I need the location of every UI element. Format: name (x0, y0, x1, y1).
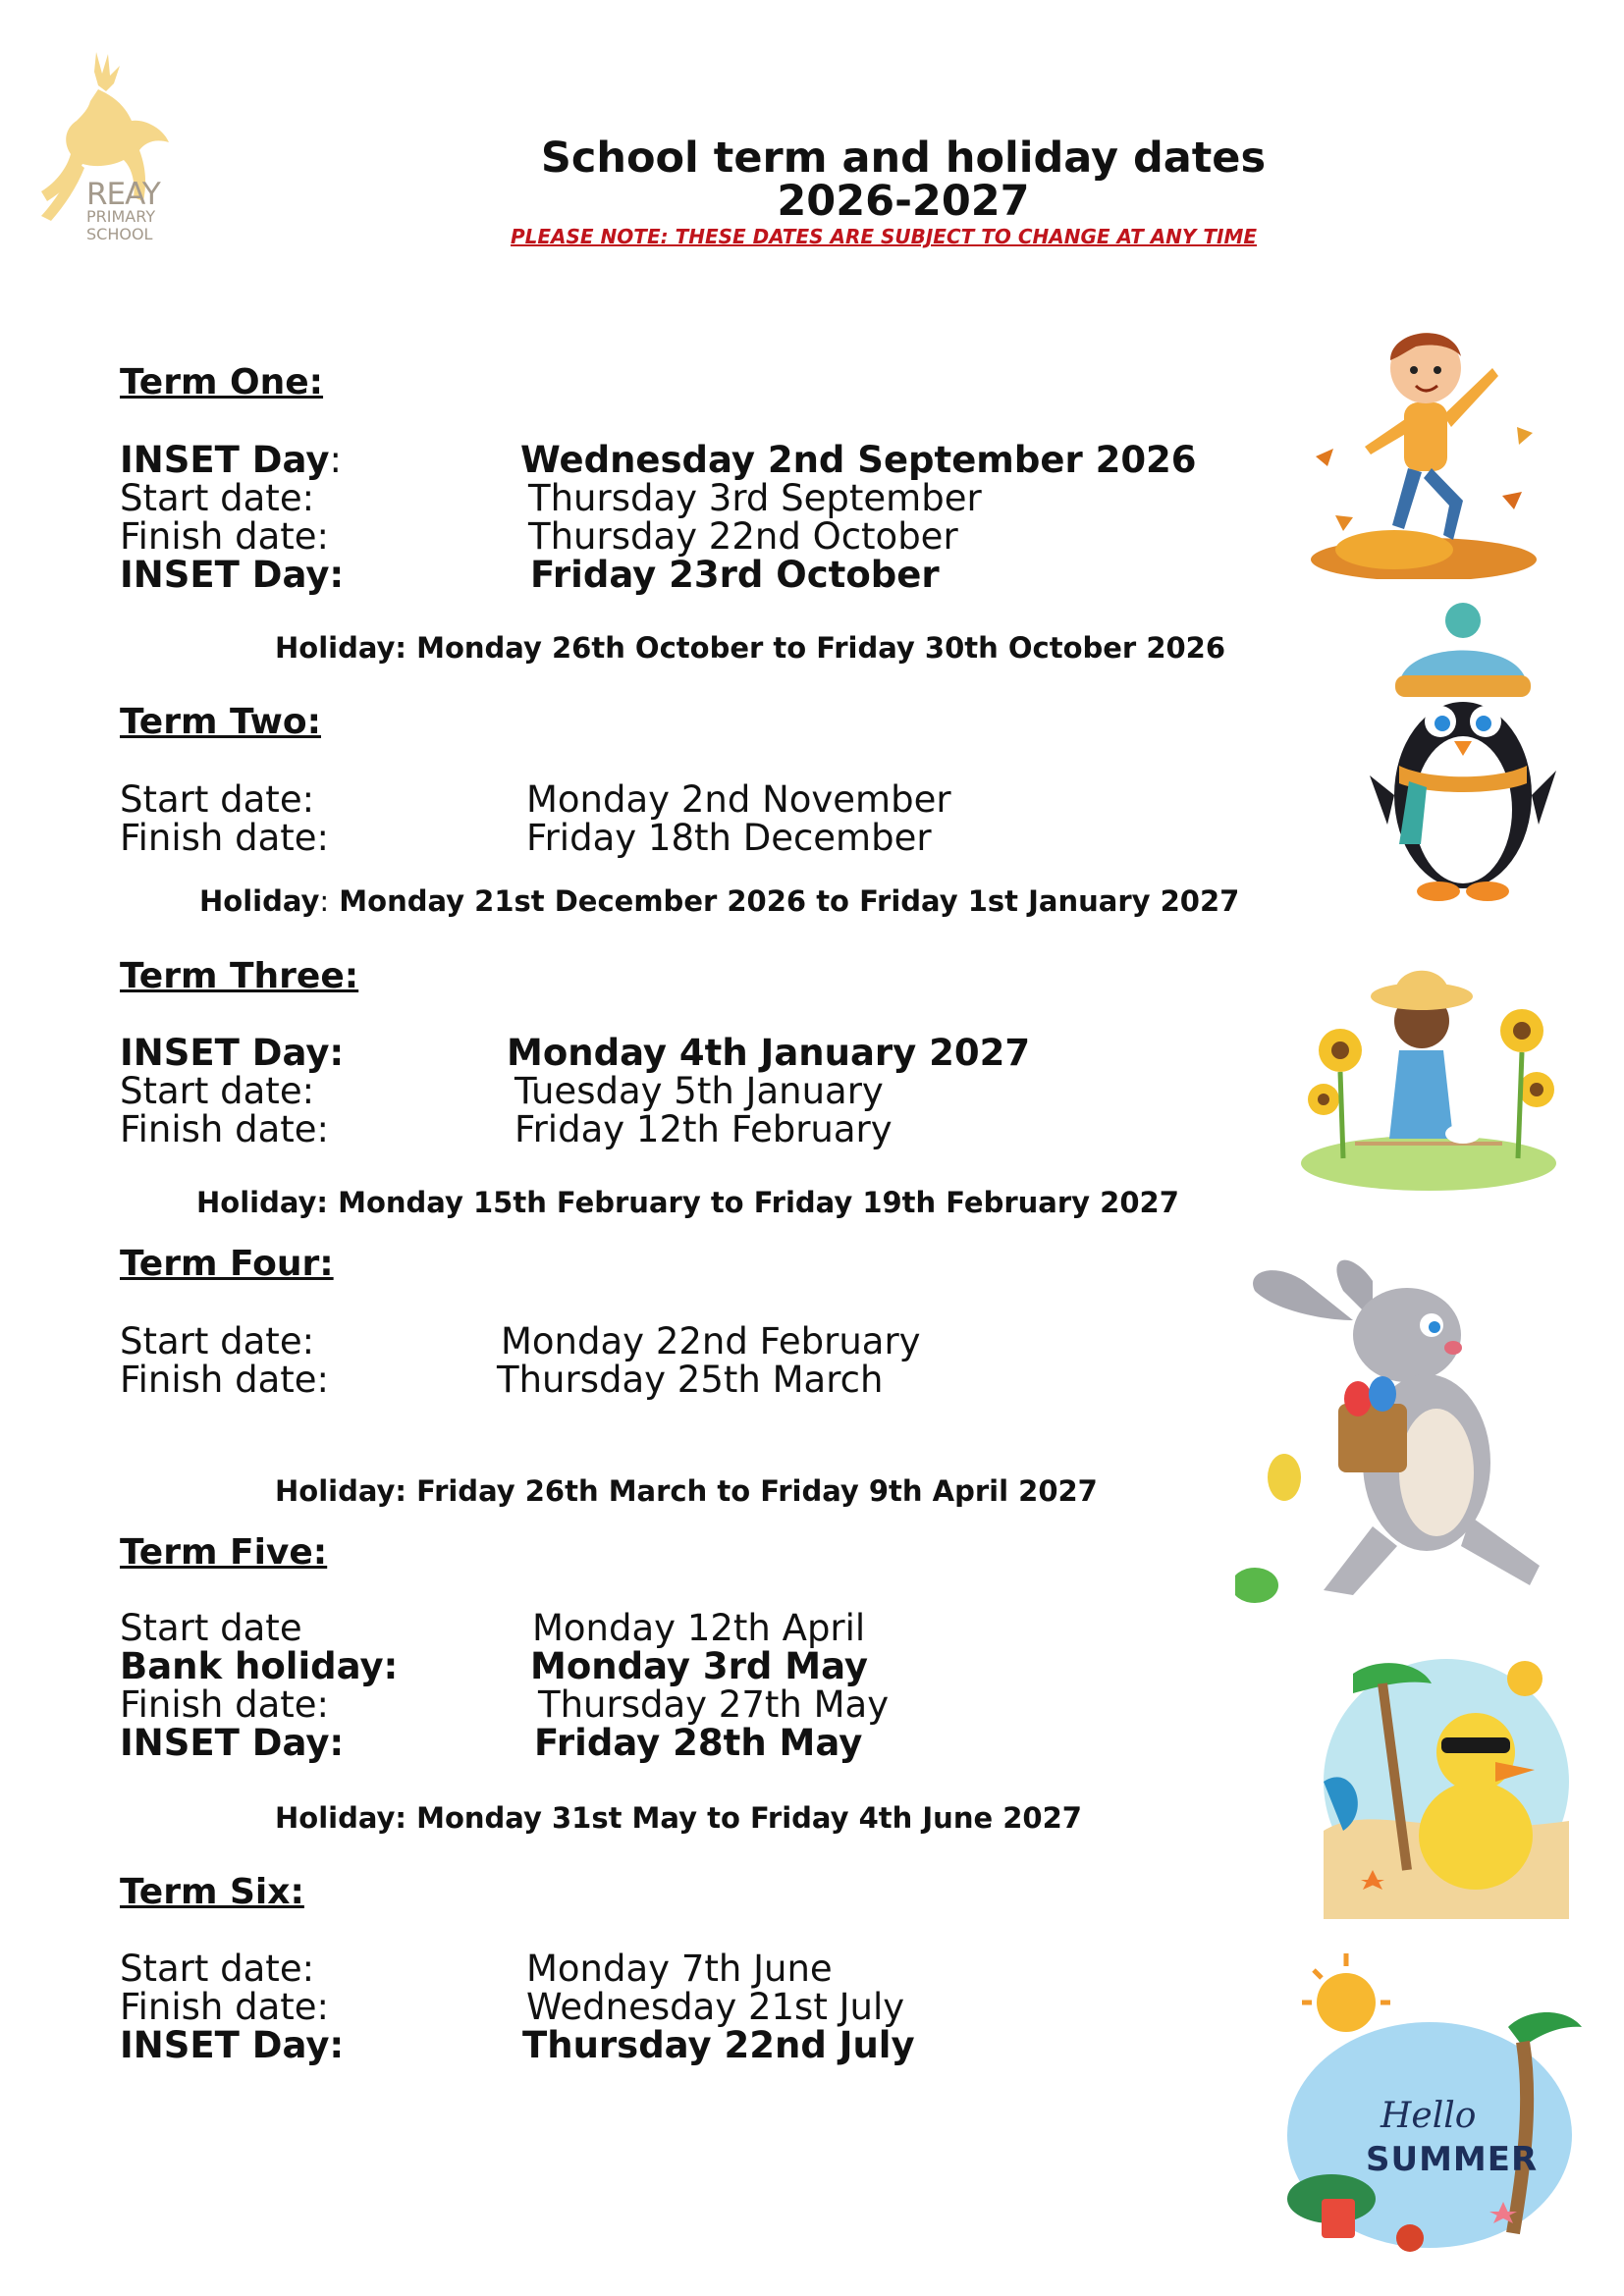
logo-text-school: SCHOOL (86, 225, 153, 243)
term-one-inset-value: Wednesday 2nd September 2026 (520, 439, 1197, 481)
term-five-finish-value: Thursday 27th May (538, 1683, 890, 1726)
term-four-holiday: Holiday: Friday 26th March to Friday 9th April 2027 (275, 1474, 1098, 1508)
term-four-heading: Term Four: (120, 1244, 334, 1284)
penguin-illustration (1370, 599, 1556, 903)
term-one-heading: Term One: (120, 362, 324, 402)
term-three-inset-label: INSET Day: (120, 1032, 345, 1074)
term-one-holiday: Holiday: Monday 26th October to Friday 30th October 2026 (275, 631, 1226, 665)
term-four-start-value: Monday 22nd February (501, 1320, 921, 1362)
term-five-inset-label: INSET Day: (120, 1722, 345, 1764)
term-one-inset2-value: Friday 23rd October (530, 554, 940, 596)
term-two-start-label: Start date: (120, 778, 315, 821)
term-three-start-value: Tuesday 5th January (514, 1070, 884, 1112)
term-six-inset-value: Thursday 22nd July (522, 2024, 915, 2066)
easter-bunny-icon (1235, 1252, 1579, 1615)
term-one-inset2-label: INSET Day: (120, 554, 345, 596)
term-five-bank-label: Bank holiday: (120, 1645, 399, 1687)
term-four-start-label: Start date: (120, 1320, 315, 1362)
disclaimer-note: PLEASE NOTE: THESE DATES ARE SUBJECT TO CHANGE AT ANY TIME (510, 225, 1258, 248)
term-two-start-value: Monday 2nd November (526, 778, 951, 821)
term-one-finish-label: Finish date: (120, 515, 329, 558)
term-six-finish-label: Finish date: (120, 1986, 329, 2028)
term-three-finish-value: Friday 12th February (514, 1108, 893, 1150)
term-five-finish-label: Finish date: (120, 1683, 329, 1726)
term-six-finish-value: Wednesday 21st July (526, 1986, 905, 2028)
term-five-holiday: Holiday: Monday 31st May to Friday 4th June 2027 (275, 1801, 1082, 1835)
autumn-child-icon (1306, 299, 1542, 579)
term-two-holiday: Holiday: Monday 21st December 2026 to Friday 1st January 2027 (199, 884, 1240, 918)
term-six-heading: Term Six: (120, 1872, 304, 1912)
term-five-heading: Term Five: (120, 1532, 328, 1573)
term-three-finish-label: Finish date: (120, 1108, 329, 1150)
term-five-bank-value: Monday 3rd May (530, 1645, 869, 1687)
term-one-start-value: Thursday 3rd September (528, 477, 982, 519)
term-five-inset-value: Friday 28th May (534, 1722, 863, 1764)
term-six-start-value: Monday 7th June (526, 1948, 833, 1990)
term-two-finish-value: Friday 18th December (526, 817, 932, 859)
term-five-start-label: Start date (120, 1607, 302, 1649)
sunflower-child-icon (1296, 942, 1561, 1198)
beach-duck-illustration (1314, 1634, 1571, 1919)
term-one-inset-label: INSET Day: (120, 439, 342, 481)
autumn-child-illustration (1306, 299, 1542, 579)
term-four-finish-label: Finish date: (120, 1359, 329, 1401)
hello-summer-illustration (1272, 1949, 1587, 2258)
logo-text-reay: REAY (86, 177, 160, 212)
term-one-start-label: Start date: (120, 477, 315, 519)
term-three-holiday: Holiday: Monday 15th February to Friday 19th February 2027 (196, 1186, 1179, 1219)
term-five-start-value: Monday 12th April (532, 1607, 866, 1649)
penguin-icon (1370, 599, 1556, 903)
logo-text-primary: PRIMARY (86, 207, 156, 226)
term-three-inset-value: Monday 4th January 2027 (507, 1032, 1031, 1074)
term-four-finish-value: Thursday 25th March (497, 1359, 884, 1401)
term-two-finish-label: Finish date: (120, 817, 329, 859)
easter-bunny-illustration (1235, 1252, 1579, 1615)
term-two-heading: Term Two: (120, 702, 321, 742)
beach-duck-icon (1314, 1634, 1571, 1919)
term-six-start-label: Start date: (120, 1948, 315, 1990)
page-title-line1: School term and holiday dates (540, 133, 1267, 183)
sunflower-child-illustration (1296, 942, 1561, 1198)
summer-badge-hello: Hello (1380, 2096, 1477, 2136)
term-three-start-label: Start date: (120, 1070, 315, 1112)
summer-badge-summer: SUMMER (1366, 2140, 1539, 2179)
term-one-finish-value: Thursday 22nd October (528, 515, 958, 558)
term-three-heading: Term Three: (120, 956, 359, 996)
term-six-inset-label: INSET Day: (120, 2024, 345, 2066)
page-title-line2: 2026-2027 (777, 177, 1030, 226)
